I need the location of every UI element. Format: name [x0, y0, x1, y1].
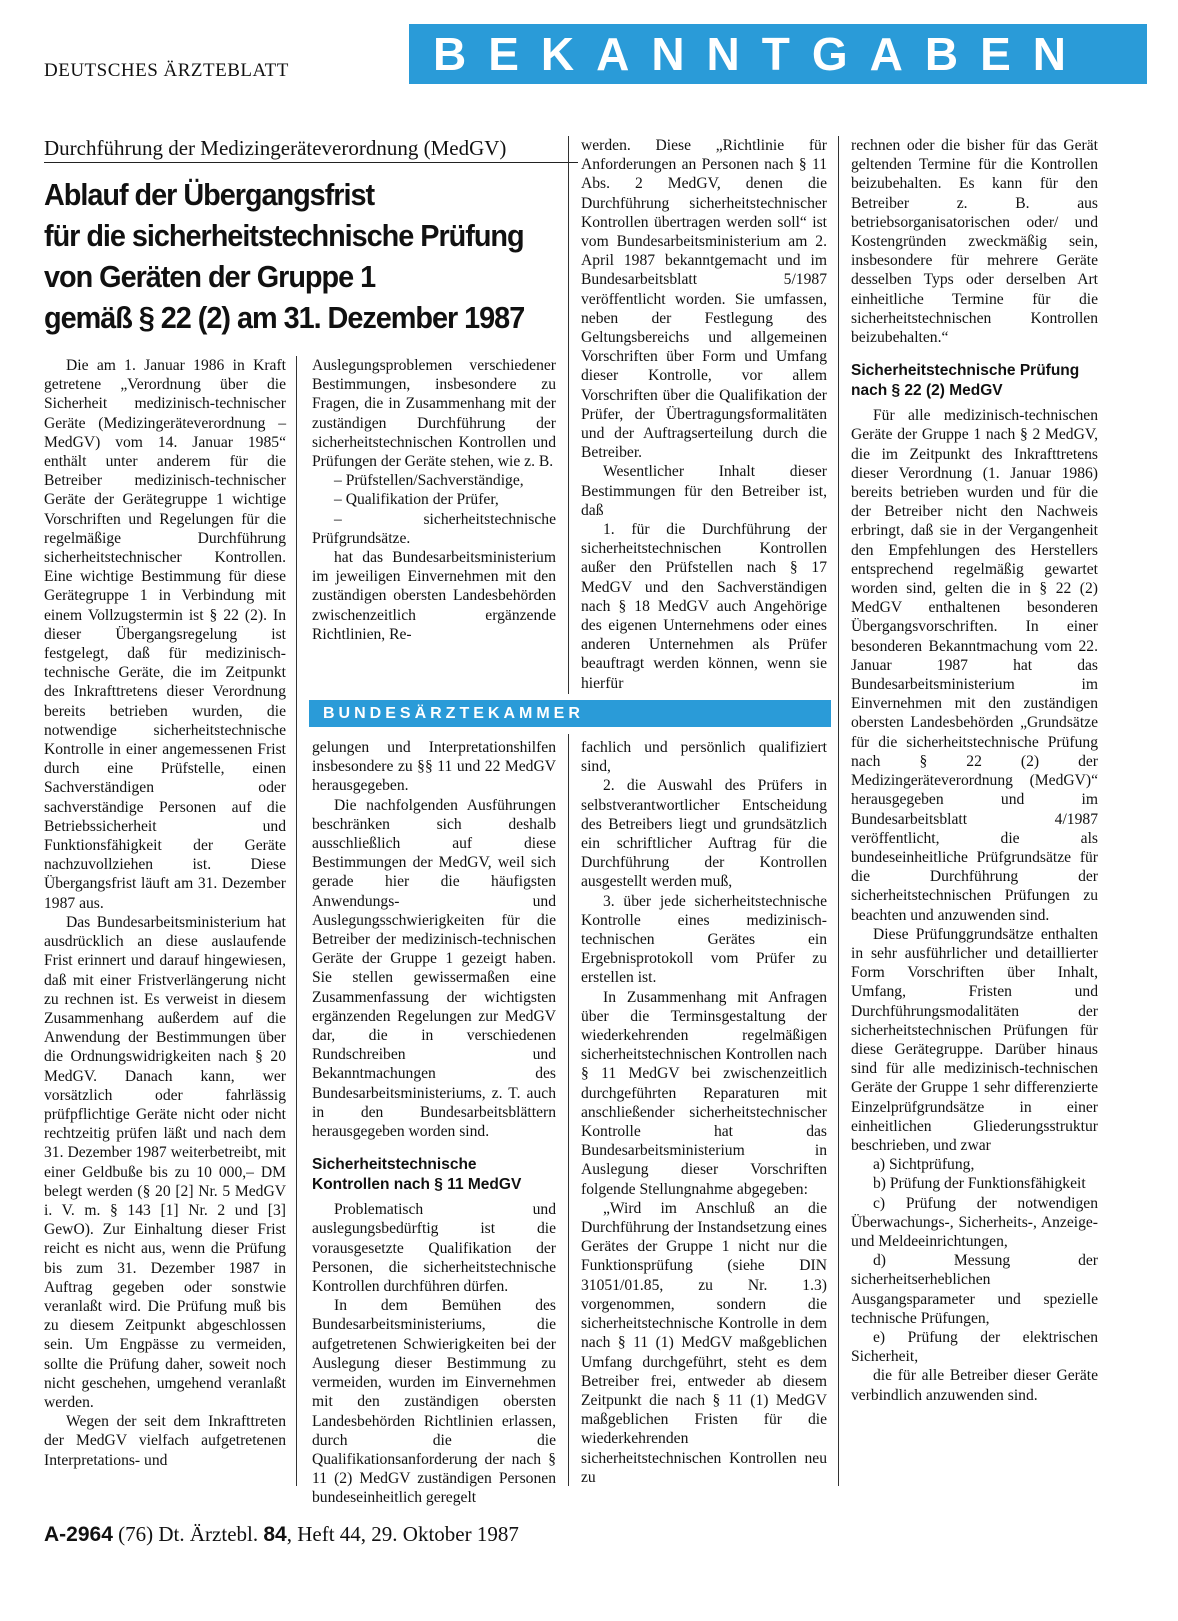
bullet-list [312, 471, 556, 548]
paragraph: Wesentlicher Inhalt dieser Bestimmungen für den Betreiber ist, daß [581, 463, 827, 519]
column-3-lower [581, 738, 827, 1487]
article-kicker: Durchführung der Medizingeräteverordnung (MedGV) [44, 136, 578, 163]
section-heading: Sicherheitstechnische Kontrollen nach § 11 MedGV [312, 1156, 522, 1194]
paragraph: In dem Bemühen des Bundesarbeitsministeriums, die aufgetretenen Schwierigkeiten bei der Auslegung dieser Bestimmung zu vermeiden, wurden im Einvernehmen mit den zuständigen obersten Landesbehörden Richtlinien erlassen, durch die die Qualifikationsanforderung der nach § 11 (2) MedGV zuständigen Personen bundeseinheitlich geregelt [312, 1297, 556, 1507]
list-item: a) Sichtprüfung, [873, 1156, 975, 1174]
page-footer [44, 1522, 519, 1547]
paragraph: „Wird im Anschluß an die Durchführung der Instandsetzung eines Gerätes der Gruppe 1 nicht nur die Funktionsprüfung (siehe DIN 31051/01.85, zu Nr. 1.3) vorgenommen, sondern die sicherheitstechnische Kontrolle in dem nach § 11 (1) MedGV maßgeblichen Umfang durchgeführt, steht es dem Betreiber frei, entweder ab diesem Zeitpunkt die nach § 11 (1) MedGV maßgeblichen Fristen für die wiederkehrenden sicherheitstechnischen Kontrollen neu zu [581, 1199, 827, 1486]
paragraph: Für alle medizinisch-technischen Geräte der Gruppe 1 nach § 2 MedGV, die im Zeitpunkt des Inkrafttretens dieser Verordnung (1. Januar 1986) bereits betrieben wurden und für die der Betreiber nicht den Nachweis erbringt, daß sie in der Vergangenheit den Empfehlungen des Herstellers entsprechend regelmäßig gewartet worden sind, gelten die in § 22 (2) MedGV enthaltenen besonderen Übergangsvorschriften. In einer besonderen Bekanntmachung vom 22. Januar 1987 hat das Bundesarbeitsministerium im Einvernehmen mit den zuständigen obersten Landesbehörden „Grundsätze für die sicherheitstechnische Prüfung nach § 22 (2) der Medizingeräteverordnung (MedGV)“ herausgegeben und im Bundesarbeitsblatt 4/1987 veröffentlicht, die als bundeseinheitliche Prüfgrundsätze für die Durchführung der sicherheitstechnischen Prüfungen zu beachten und anzuwenden sind. [851, 407, 1098, 924]
column-rule [568, 734, 569, 1486]
paragraph: In Zusammenhang mit Anfragen über die Terminsgestaltung der wiederkehrenden regelmäßigen sicherheitstechnischen Kontrollen nach § 11 MedGV bei zwischenzeitlich durchgeführten Reparaturen mit anschließender sicherheitstechnischer Kontrolle hat das Bundesarbeitsministerium in Auslegung dieser Vorschriften folgende Stellungnahme abgegeben: [581, 988, 827, 1198]
paragraph: die für alle Betreiber dieser Geräte verbindlich anzuwenden sind. [851, 1367, 1098, 1404]
footer-source: (76) Dt. Ärztebl. [118, 1522, 259, 1546]
headline-line: für die sicherheitstechnische Prüfung [44, 218, 524, 253]
paragraph: hat das Bundesarbeitsministerium im jeweiligen Einvernehmen mit den zuständigen obersten Landesbehörden zwischenzeitlich ergänzende Richtlinien, Re- [312, 549, 556, 643]
footer-volume: 84 [263, 1523, 287, 1546]
headline-line: von Geräten der Gruppe 1 [44, 259, 376, 294]
paragraph: Die am 1. Januar 1986 in Kraft getretene „Verordnung über die Sicherheit medizinisch-technischer Geräte (Medizingeräteverordnung – MedGV) vom 14. Januar 1985“ enthält unter anderem für die Betreiber medizinisch-technischer Geräte der Gerätegruppe 1 wichtige Vorschriften und Regelungen für die regelmäßige Durchführung sicherheitstechnischer Kontrollen. Eine wichtige Bestimmung für diese Gerätegruppe 1 in Verbindung mit einem Vollzugstermin ist § 22 (2). In dieser Übergangsregelung ist festgelegt, daß für medizinisch-technische Geräte, die im Zeitpunkt des Inkrafttretens dieser Verordnung bereits betrieben wurden, die notwendige sicherheitstechnische Kontrolle in einer angemessenen Frist durch eine Prüfstelle, einen Sachverständigen oder sachverständige Personen auf die Betriebssicherheit und Funktionsfähigkeit der Geräte nachzuvollziehen ist. Diese Übergangsfrist läuft am 31. Dezember 1987 aus. [44, 357, 286, 912]
paragraph: werden. Diese „Richtlinie für Anforderungen an Personen nach § 11 Abs. 2 MedGV, denen die Durchführung sicherheitstechnischer Kontrollen übertragen werden soll“ ist vom Bundesarbeitsministerium am 2. April 1987 bekanntgemacht und im Bundesarbeitsblatt 5/1987 veröffentlicht worden. Sie umfassen, neben der Festlegung des Geltungsbereichs und allgemeinen Vorschriften über Form und Umfang dieser Kontrolle, vor allem Vorschriften über die Qualifikation der Prüfer, der Übertragungsformalitäten und der Auftragserteilung durch die Betreiber. [581, 137, 827, 462]
paragraph: 1. für die Durchführung der sicherheitstechnischen Kontrollen außer den Prüfstellen nach § 17 MedGV und den Sachverständigen nach § 18 MedGV auch Angehörige des eigenen Unternehmens oder eines anderen Unternehmen als Prüfer beauftragt werden können, wenn sie hierfür [581, 521, 827, 692]
paragraph: rechnen oder die bisher für das Gerät geltenden Termine für die Kontrollen beizubehalten. Es kann für den Betreiber z. B. aus betriebsorganisatorischen oder/ und Kostengründen zweckmäßig sein, insbesondere für mehrere Geräte desselben Typs oder derselben Art einheitliche Termine für die sicherheitstechnischen Kontrollen beizubehalten.“ [851, 137, 1098, 347]
column-3-upper [581, 136, 827, 693]
masthead: DEUTSCHES ÄRZTEBLATT [44, 60, 289, 81]
paragraph: Die nachfolgenden Ausführungen beschränken sich deshalb ausschließlich auf diese Bestimmungen der MedGV, weil sich gerade hier die häufigsten Anwendungs- und Auslegungsschwierigkeiten für die Betreiber der medizinisch-technischen Geräte der Gruppe 1 gezeigt haben. Sie stellen gewissermaßen eine Zusammenfassung der wichtigsten ergänzenden Regelungen zur MedGV dar, die in verschiedenen Rundschreiben und Bekanntmachungen des Bundesarbeitsministeriums, z. T. auch in den Bundesarbeitsblättern herausgegeben worden sind. [312, 796, 556, 1141]
paragraph: Problematisch und auslegungsbedürftig ist die vorausgesetzte Qualifikation der Personen, die sicherheitstechnische Kontrollen durchführen dürfen. [312, 1201, 556, 1296]
article-headline [44, 174, 560, 338]
column-2-lower [312, 738, 556, 1508]
paragraph: 2. die Auswahl des Prüfers in selbstverantwortlicher Entscheidung des Betreibers liegt und grundsätzlich ein schriftlicher Auftrag für die Durchführung der Kontrollen ausgestellt werden muß, [581, 777, 827, 891]
column-2-upper [312, 356, 556, 644]
column-rule [296, 356, 297, 1486]
paragraph: gelungen und Interpretationshilfen insbesondere zu §§ 11 und 22 MedGV herausgegeben. [312, 739, 556, 795]
list-item: – sicherheitstechnische Prüfgrundsätze. [312, 510, 556, 547]
paragraph: Wegen der seit dem Inkrafttreten der MedGV vielfach aufgetretenen Interpretations- und [44, 1413, 286, 1469]
column-rule [838, 136, 839, 1486]
headline-line: gemäß § 22 (2) am 31. Dezember 1987 [44, 300, 525, 335]
column-rule [568, 136, 569, 694]
list-item: – Prüfstellen/Sachverständige, [334, 472, 524, 490]
list-item: e) Prüfung der elektrischen Sicherheit, [851, 1328, 1098, 1366]
bundesaerztekammer-bar: BUNDESÄRZTEKAMMER [309, 700, 831, 727]
column-4 [851, 136, 1098, 1405]
page-number: A-2964 [44, 1523, 113, 1546]
section-banner: BEKANNTGABEN [409, 24, 1147, 84]
footer-issue: , Heft 44, 29. Oktober 1987 [286, 1522, 519, 1546]
paragraph: Diese Prüfunggrundsätze enthalten in sehr ausführlicher und detaillierter Form Vorschriften über Inhalt, Umfang, Fristen und Durchführungsmodalitäten der sicherheitstechnischen Prüfungen für diese Gerätegruppe. Darüber hinaus sind für alle medizinisch-technischen Geräte der Gruppe 1 sehr differenzierte Einzelprüfgrundsätze in einer einheitlichen Gliederungsstruktur beschrieben, und zwar [851, 925, 1098, 1154]
list-item: – Qualifikation der Prüfer, [334, 491, 499, 509]
bullet-list [851, 1155, 1098, 1366]
list-item: b) Prüfung der Funktionsfähigkeit [873, 1175, 1086, 1193]
paragraph: Das Bundesarbeitsministerium hat ausdrücklich an diese auslaufende Frist erinnert und darauf hingewiesen, daß mit einer Fristverlängerung nicht zu rechnen ist. Es verweist in diesem Zusammenhang außerdem auf die Anwendung der Bestimmungen über die Ordnungswidrigkeiten nach § 20 MedGV. Danach kann, wer vorsätzlich oder fahrlässig prüfpflichtige Geräte nicht oder nicht rechtzeitig prüfen läßt und nach dem 31. Dezember 1987 weiterbetreibt, mit einer Geldbuße bis zu 10 000,– DM belegt werden (§ 20 [2] Nr. 5 MedGV i. V. m. § 143 [1] Nr. 2 und [3] GewO). Zur Einhaltung dieser Frist reicht es nicht aus, wenn die Prüfung bis zum 31. Dezember 1987 in Auftrag gegeben oder sonstwie veranlaßt wird. Die Prüfung muß bis zu diesem Zeitpunkt abgeschlossen sein. Um Engpässe zu vermeiden, sollte die Prüfung daher, soweit noch nicht geschehen, umgehend veranlaßt werden. [44, 913, 286, 1411]
headline-line: Ablauf der Übergangsfrist [44, 177, 375, 212]
list-item: d) Messung der sicherheitserheblichen Ausgangsparameter und spezielle technische Prüfungen, [851, 1252, 1098, 1327]
paragraph: 3. über jede sicherheitstechnische Kontrolle eines medizinisch-technischen Gerätes ein Ergebnisprotokoll vom Prüfer zu erstellen ist. [581, 892, 827, 987]
paragraph: Auslegungsproblemen verschiedener Bestimmungen, insbesondere zu Fragen, die in Zusammenhang mit der zuständigen Durchführung der sicherheitstechnischen Kontrollen und Prüfungen der Geräte stehen, wie z. B. [312, 357, 556, 471]
list-item: c) Prüfung der notwendigen Überwachungs-, Sicherheits-, Anzeige- und Meldeeinrichtungen, [851, 1194, 1098, 1250]
section-heading: Sicherheitstechnische Prüfung nach § 22 (2) MedGV [851, 362, 1080, 400]
paragraph: fachlich und persönlich qualifiziert sind, [581, 739, 827, 776]
column-1 [44, 356, 286, 1470]
